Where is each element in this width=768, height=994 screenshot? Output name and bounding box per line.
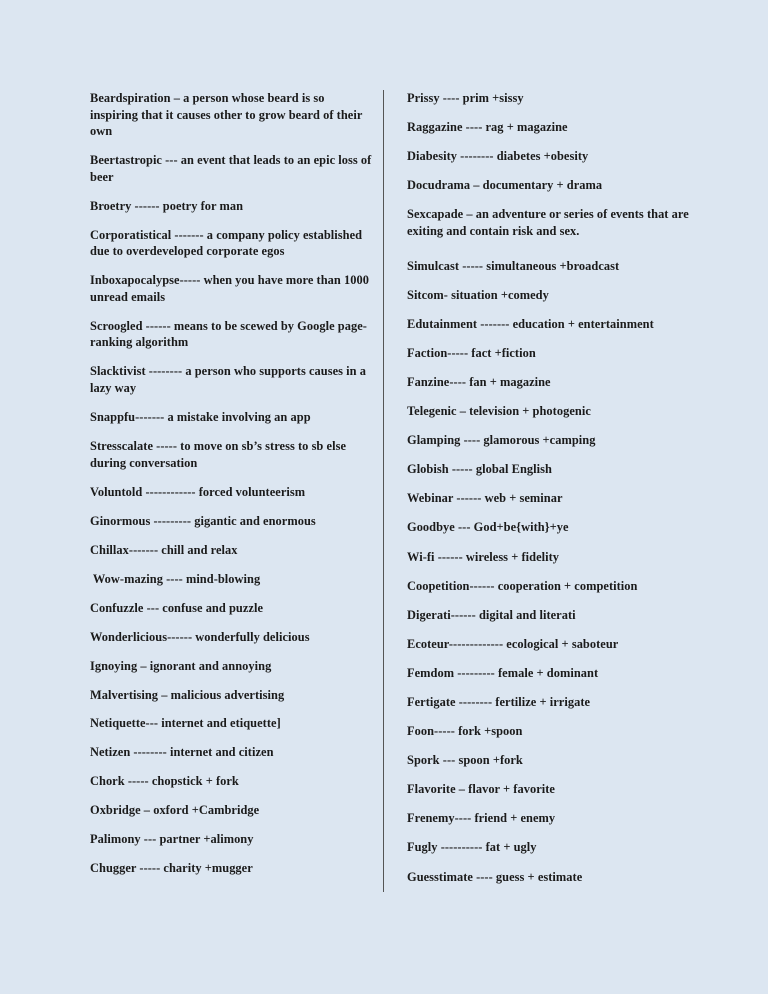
word-entry: Edutainment ------- education + entertainment xyxy=(407,316,654,331)
word-entry: Beardspiration – a person whose beard is so inspiring that it causes other to grow beard of their own xyxy=(90,91,363,139)
word-entry: Netizen -------- internet and citizen xyxy=(90,745,274,760)
word-entry: Prissy ---- prim +sissy xyxy=(407,91,524,105)
word-entry: Spork --- spoon +fork xyxy=(407,753,523,768)
word-entry: Wi-fi ------ wireless + fidelity xyxy=(407,549,560,564)
word-entry: Stresscalate ----- to move on sb’s stress to sb else during conversation xyxy=(90,439,346,470)
word-entry: Diabesity -------- diabetes +obesity xyxy=(407,149,589,164)
word-entry: Fertigate -------- fertilize + irrigate xyxy=(407,694,591,709)
word-entry: Coopetition------ cooperation + competition xyxy=(407,578,638,593)
word-entry: Malvertising – malicious advertising xyxy=(90,687,285,702)
word-entry: Frenemy---- friend + enemy xyxy=(407,811,556,826)
word-entry: Guesstimate ---- guess + estimate xyxy=(407,869,583,884)
word-entry: Ignoying – ignorant and annoying xyxy=(90,658,272,673)
column-divider xyxy=(383,90,384,892)
word-entry: Chork ----- chopstick + fork xyxy=(90,774,239,789)
word-entry: Voluntold ------------ forced volunteerism xyxy=(90,484,306,499)
word-entry: Corporatistical ------- a company policy established due to overdeveloped corporate egos xyxy=(90,227,363,259)
word-entry: Globish ----- global English xyxy=(407,462,552,477)
word-entry: Netiquette--- internet and etiquette] xyxy=(90,716,281,731)
word-entry: Femdom --------- female + dominant xyxy=(407,665,599,680)
word-entry: Fanzine---- fan + magazine xyxy=(407,374,551,389)
word-entry: Snappfu------- a mistake involving an app xyxy=(90,410,311,425)
word-entry: Glamping ---- glamorous +camping xyxy=(407,433,596,448)
word-entry: Raggazine ---- rag + magazine xyxy=(407,120,568,135)
word-entry: Ecoteur------------- ecological + saboteur xyxy=(407,636,619,651)
word-entry: Webinar ------ web + seminar xyxy=(407,491,563,506)
word-entry: Wow-mazing ---- mind-blowing xyxy=(90,571,261,586)
word-entry: Fugly ---------- fat + ugly xyxy=(407,840,537,855)
word-entry: Oxbridge – oxford +Cambridge xyxy=(90,803,260,818)
word-entry: Beertastropic --- an event that leads to an epic loss of beer xyxy=(90,153,372,184)
word-entry: Palimony --- partner +alimony xyxy=(90,832,254,847)
word-entry: Goodbye --- God+be{with}+ye xyxy=(407,520,569,535)
word-entry: Docudrama – documentary + drama xyxy=(407,178,603,193)
word-entry: Flavorite – flavor + favorite xyxy=(407,782,555,797)
right-word-list xyxy=(407,90,707,898)
word-entry: Sitcom- situation +comedy xyxy=(407,287,549,302)
word-entry: Wonderlicious------ wonderfully delicious xyxy=(90,629,310,644)
word-entry: Inboxapocalypse----- when you have more than 1000 unread emails xyxy=(90,273,369,304)
word-entry: Ginormous --------- gigantic and enormous xyxy=(90,513,316,528)
word-entry: Broetry ------ poetry for man xyxy=(90,198,244,213)
word-entry: Foon----- fork +spoon xyxy=(407,724,523,739)
word-entry: Chugger ----- charity +mugger xyxy=(90,861,253,876)
word-entry: Simulcast ----- simultaneous +broadcast xyxy=(407,258,620,273)
word-entry: Confuzzle --- confuse and puzzle xyxy=(90,600,263,615)
word-entry: Sexcapade – an adventure or series of events that are exiting and contain risk and sex. xyxy=(407,207,689,238)
word-entry: Chillax------- chill and relax xyxy=(90,542,238,557)
word-entry: Faction----- fact +fiction xyxy=(407,345,536,360)
word-entry: Telegenic – television + photogenic xyxy=(407,404,591,419)
word-entry: Slacktivist -------- a person who supports causes in a lazy way xyxy=(90,364,366,396)
word-entry: Digerati------ digital and literati xyxy=(407,607,576,622)
left-word-list xyxy=(90,90,372,889)
word-entry: Scroogled ------ means to be scewed by Google page- ranking algorithm xyxy=(90,318,367,350)
